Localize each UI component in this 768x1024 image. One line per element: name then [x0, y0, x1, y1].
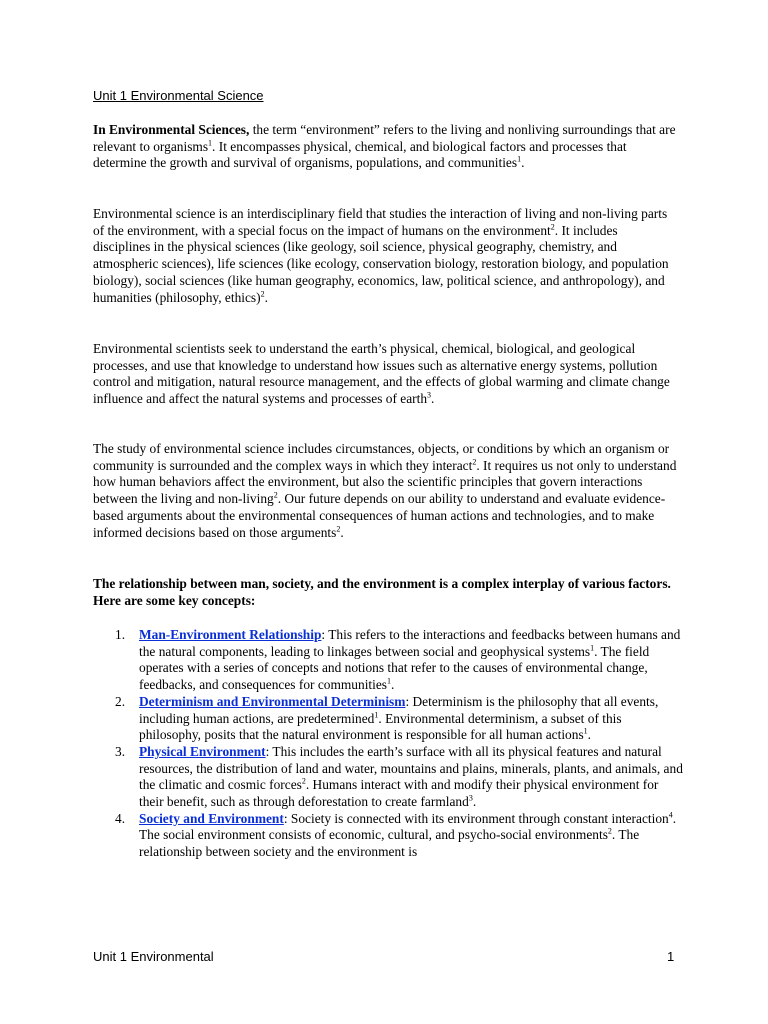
list-item	[93, 627, 683, 694]
citation: 2	[260, 289, 265, 299]
list-number: 3.	[115, 743, 126, 759]
text-run: Environmental science is an interdisciplinary field that studies the interaction of living and non-living parts of the environment, with a special focus on the impact of humans on the environment	[93, 206, 668, 238]
text-run: . It includes disciplines in the physical sciences (like geology, soil science, physical geography, chemistry, and atmospheric sciences), life sciences (like ecology, conservation biology, restoration biology, and population biology), social sciences (like human geography, economics, law, political science, and anthropology), and humanities (philosophy, ethics)	[93, 222, 669, 305]
text-run: : Determinism is the philosophy that all events, including human actions, are predetermined	[139, 693, 659, 726]
text-run: .	[521, 155, 525, 171]
lead-term: In Environmental Sciences,	[93, 122, 250, 137]
paragraph-study	[93, 441, 678, 541]
list-number: 1.	[115, 627, 126, 642]
term-link-society-environment[interactable]: Society and Environment	[139, 810, 284, 826]
term-link-man-environment[interactable]: Man-Environment Relationship	[139, 627, 322, 642]
paragraph-scientists	[93, 341, 678, 408]
text-run: . Our future depends on our ability to understand and evaluate evidence-based arguments about the environmental consequences of human actions and technologies, and to make informed decisions based on those arguments	[93, 491, 666, 540]
text-run: the term “environment” refers to the living and nonliving surroundings that are relevant to organisms	[93, 122, 676, 154]
citation: 1	[590, 643, 595, 653]
text-run: .	[587, 727, 592, 743]
text-run: The study of environmental science includes circumstances, objects, or conditions by which an organism or community is surrounded and the complex ways in which they interact	[93, 441, 670, 473]
text-run: : This refers to the interactions and feedbacks between humans and the natural components, leading to linkages between social and geophysical systems	[139, 627, 681, 659]
citation: 3	[427, 390, 432, 400]
paragraph-interdisciplinary	[93, 206, 678, 306]
page-title: Unit 1 Environmental Science	[93, 88, 264, 103]
term-link-determinism[interactable]: Determinism and Environmental Determinism	[139, 693, 406, 709]
citation: 2	[273, 490, 278, 500]
citation: 4	[668, 810, 673, 820]
key-concepts-list	[93, 627, 683, 861]
text-run: . Environmental determinism, a subset of this philosophy, posits that the natural environment is responsible for all human actions	[139, 710, 622, 743]
paragraph-definition	[93, 122, 678, 172]
citation: 2	[336, 524, 341, 534]
text-run: . It encompasses physical, chemical, and biological factors and processes that determine the growth and survival of organisms, populations, and communities	[93, 138, 627, 171]
citation: 2	[550, 222, 555, 232]
list-number: 4.	[115, 810, 126, 826]
key-concepts-intro: The relationship between man, society, and the environment is a complex interplay of various factors. Here are some key concepts:	[93, 576, 671, 608]
text-run: .	[391, 677, 395, 693]
citation: 2	[301, 776, 306, 786]
citation: 1	[374, 710, 379, 720]
text-run: . The field operates with a series of concepts and notions that refer to the causes of environmental change, feedbacks, and consequences for communities	[139, 643, 650, 693]
citation: 1	[583, 726, 588, 736]
list-item	[93, 744, 683, 811]
footer-title: Unit 1 Environmental	[93, 949, 214, 964]
text-run: Environmental scientists seek to understand the earth’s physical, chemical, biological, and geological processes, and use that knowledge to understand how issues such as alternative energy systems, pollution control and mitigation, natural resource management, and the effects of global warming and climate change influence and affect the natural systems and processes of earth	[93, 341, 670, 407]
citation: 1	[208, 138, 213, 148]
list-item	[93, 694, 683, 744]
page-number: 1	[667, 949, 675, 964]
citation: 2	[607, 826, 612, 836]
text-run: .	[340, 524, 344, 540]
text-run: : This includes the earth’s surface with all its physical features and natural resources, the distribution of land and water, mountains and plains, minerals, plants, and animals, and the climatic and cosmic forces	[139, 743, 683, 793]
text-run: . It requires us not only to understand how human behaviors affect the environment, but also the scientific principles that govern interactions between the living and non-living	[93, 457, 677, 507]
term-link-physical-environment[interactable]: Physical Environment	[139, 743, 266, 759]
text-run: : Society is connected with its environment through constant interaction	[283, 810, 669, 826]
text-run: .	[431, 391, 435, 407]
text-run: .	[264, 289, 268, 305]
text-run: . Humans interact with and modify their physical environment for their benefit, such as through deforestation to create farmland	[139, 777, 659, 810]
text-run: . The social environment consists of economic, cultural, and psycho-social environments	[139, 810, 677, 843]
citation: 2	[472, 457, 477, 467]
list-number: 2.	[115, 693, 126, 709]
text-run: . The relationship between society and the environment is	[139, 827, 640, 860]
text-run: .	[472, 794, 477, 810]
citation: 1	[387, 676, 392, 686]
list-item	[93, 811, 683, 861]
citation: 1	[517, 154, 522, 164]
citation: 3	[468, 793, 473, 803]
